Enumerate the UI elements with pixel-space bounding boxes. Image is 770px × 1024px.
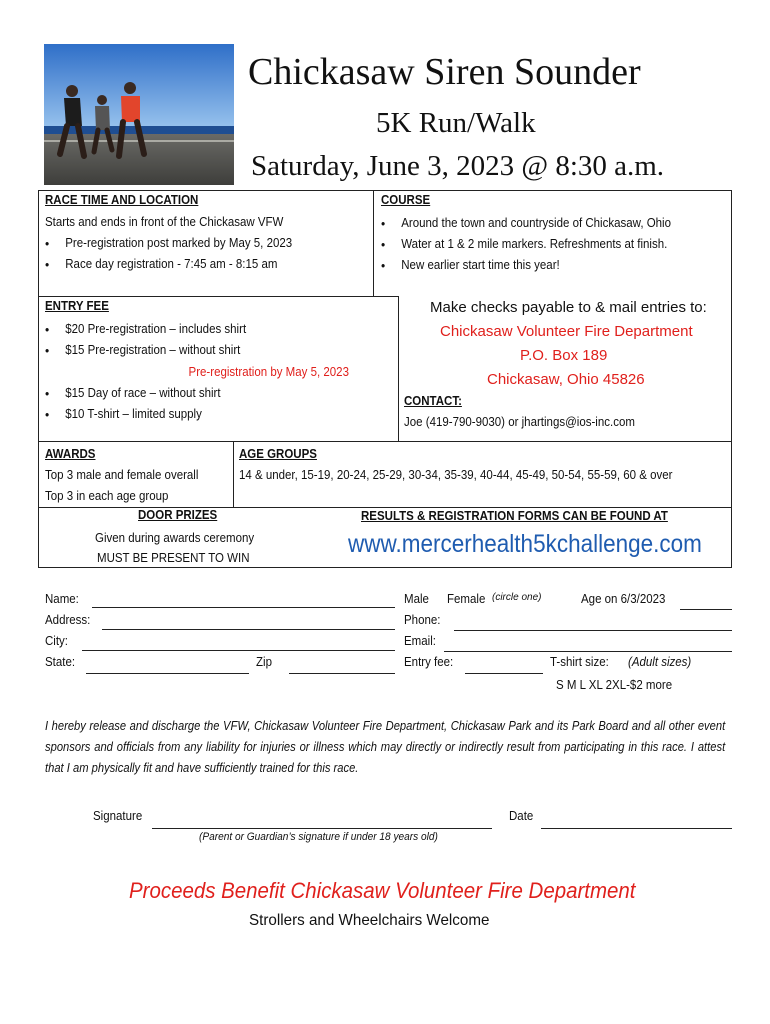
list-item: • $15 Pre-registration – without shirt	[21, 340, 349, 361]
list-item: • $20 Pre-registration – includes shirt	[21, 319, 349, 340]
mail-box: P.O. Box 189	[520, 347, 608, 364]
event-date: Saturday, June 3, 2023 @ 8:30 a.m.	[251, 150, 665, 182]
form-label-entry-fee: Entry fee:	[404, 655, 454, 669]
pre-registration-note: Pre-registration by May 5, 2023	[188, 365, 349, 379]
proceeds-banner: Proceeds Benefit Chickasaw Volunteer Fire Department	[129, 878, 636, 903]
form-label-age: Age on 6/3/2023	[581, 592, 666, 606]
awards-heading: AWARDS	[45, 447, 96, 461]
welcome-text: Strollers and Wheelchairs Welcome	[249, 912, 490, 929]
list-item: • Water at 1 & 2 mile markers. Refreshments at finish.	[357, 234, 671, 255]
gender-male[interactable]: Male	[404, 592, 429, 606]
form-label-address: Address:	[45, 613, 91, 627]
race-time-section	[45, 192, 292, 275]
address-field[interactable]	[102, 629, 395, 630]
course-heading: COURSE	[381, 193, 431, 207]
signature-label: Signature	[93, 809, 143, 823]
form-label-email: Email:	[404, 634, 436, 648]
results-heading: RESULTS & REGISTRATION FORMS CAN BE FOUND AT	[361, 509, 668, 523]
circle-one-note: (circle one)	[492, 592, 542, 603]
city-field[interactable]	[82, 650, 395, 651]
form-label-tshirt: T-shirt size:	[550, 655, 609, 669]
awards-line: Top 3 male and female overall	[45, 468, 199, 482]
door-prizes-line: Given during awards ceremony	[95, 531, 255, 545]
form-label-name: Name:	[45, 592, 79, 606]
age-groups-heading: AGE GROUPS	[239, 447, 317, 461]
form-label-phone: Phone:	[404, 613, 441, 627]
awards-section	[45, 446, 198, 507]
divider	[38, 441, 732, 442]
door-prizes-heading-text: DOOR PRIZES	[138, 508, 218, 522]
event-subtitle: 5K Run/Walk	[376, 107, 536, 139]
age-groups-text: 14 & under, 15-19, 20-24, 25-29, 30-34, 35-39, 40-44, 45-49, 50-54, 55-59, 60 & over	[239, 468, 673, 482]
event-title: Chickasaw Siren Sounder	[248, 51, 641, 93]
list-item: • Pre-registration post marked by May 5, 2023	[21, 233, 292, 254]
phone-field[interactable]	[454, 630, 732, 631]
divider	[233, 441, 234, 507]
runners-photo	[44, 44, 234, 185]
contact-text: Joe (419-790-9030) or jhartings@ios-inc.com	[404, 415, 635, 429]
signature-field[interactable]	[152, 828, 492, 829]
course-section	[381, 192, 671, 276]
list-item: • $15 Day of race – without shirt	[21, 383, 349, 404]
list-item: • $10 T-shirt – limited supply	[21, 404, 349, 425]
waiver-text: I hereby release and discharge the VFW, Chickasaw Volunteer Fire Department, Chickasaw Park and its Park Board and all other event sponsors and officials from any liability for injuries or illness which may directly or indirectly result from participating in this race. I attest that I am physically fit and have sufficiently trained for this race.	[45, 719, 726, 775]
guardian-note: (Parent or Guardian’s signature if under 18 years old)	[199, 831, 438, 843]
contact-heading: CONTACT:	[404, 394, 462, 408]
mail-org: Chickasaw Volunteer Fire Department	[440, 323, 693, 340]
race-time-heading: RACE TIME AND LOCATION	[45, 193, 199, 207]
date-field[interactable]	[541, 828, 732, 829]
list-item: • New earlier start time this year!	[357, 255, 671, 276]
divider	[373, 296, 398, 297]
state-field[interactable]	[86, 673, 249, 674]
adult-sizes-note: (Adult sizes)	[628, 655, 692, 669]
door-prizes-line: MUST BE PRESENT TO WIN	[97, 551, 250, 565]
form-label-state: State:	[45, 655, 76, 669]
list-item: • Around the town and countryside of Chickasaw, Ohio	[357, 213, 671, 234]
divider	[398, 296, 399, 441]
entry-fee-heading: ENTRY FEE	[45, 299, 109, 313]
zip-field[interactable]	[289, 673, 395, 674]
gender-female[interactable]: Female	[447, 592, 486, 606]
form-label-city: City:	[45, 634, 68, 648]
email-field[interactable]	[444, 651, 732, 652]
tshirt-sizes[interactable]: S M L XL 2XL-$2 more	[556, 678, 673, 692]
name-field[interactable]	[92, 607, 395, 608]
divider	[38, 296, 398, 297]
entry-fee-section	[45, 298, 349, 425]
form-label-zip: Zip	[256, 655, 272, 669]
list-item: • Race day registration - 7:45 am - 8:15 am	[21, 254, 292, 275]
entry-fee-field[interactable]	[465, 673, 543, 674]
age-field[interactable]	[680, 609, 732, 610]
door-prizes-heading	[138, 508, 217, 522]
results-url[interactable]: www.mercerhealth5kchallenge.com	[348, 530, 702, 558]
mail-city: Chickasaw, Ohio 45826	[487, 371, 645, 388]
race-time-intro: Starts and ends in front of the Chickasaw VFW	[45, 215, 284, 229]
mail-instructions: Make checks payable to & mail entries to:	[430, 299, 707, 316]
age-groups-section	[239, 446, 672, 486]
awards-line: Top 3 in each age group	[45, 489, 169, 503]
date-label: Date	[509, 809, 534, 823]
